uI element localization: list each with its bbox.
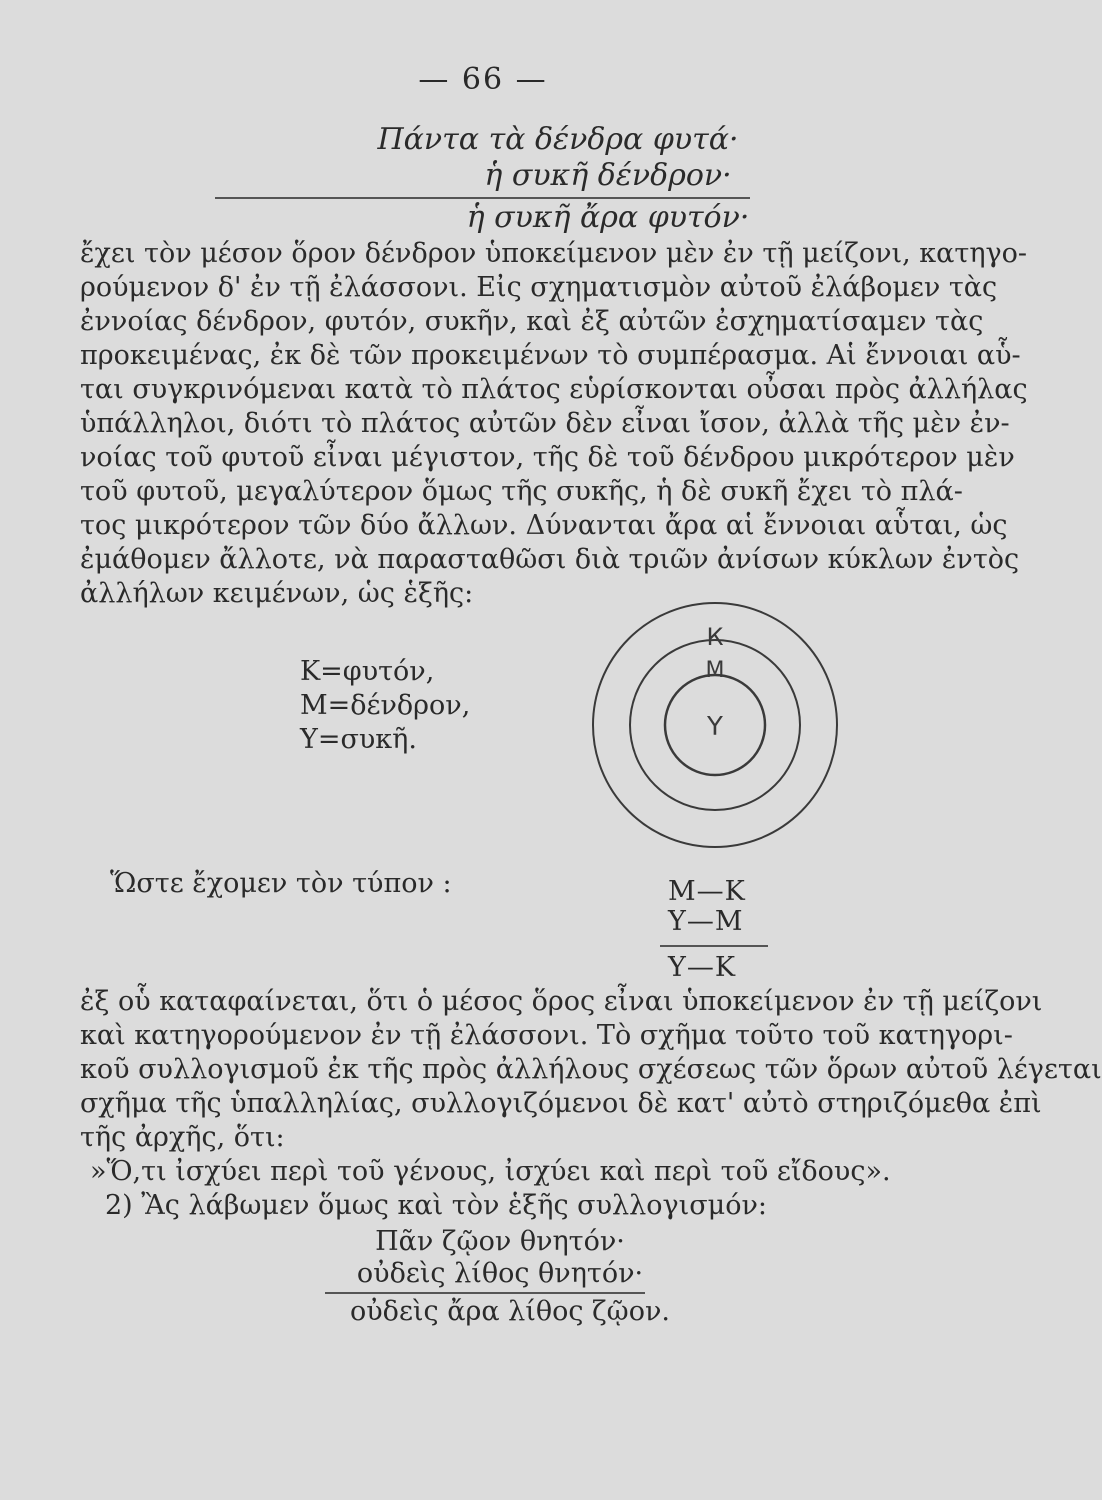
syllogism2-premise2: οὐδεὶς λίθος θνητόν· [356,1258,644,1289]
scheme-line3: Υ—Κ [668,952,736,983]
euler-circles-diagram [560,595,870,855]
paragraph2-line: τῆς ἀρχῆς, ὅτι: [80,1122,285,1153]
paragraph1-line: τοῦ φυτοῦ, μεγαλύτερον ὅμως τῆς συκῆς, ἡ δὲ συκῆ ἔχει τὸ πλά- [80,476,963,507]
legend-k: Κ=φυτόν, [300,656,435,687]
paragraph1-line: ἐννοίας δένδρον, φυτόν, συκῆν, καὶ ἐξ αὐτῶν ἐσχηματίσαμεν τὰς [80,306,984,337]
syllogism1-premise1: Πάντα τὰ δένδρα φυτά· [377,122,739,157]
syllogism1-rule [215,197,750,199]
paragraph1-line: ἀλλήλων κειμένων, ὡς ἑξῆς: [80,578,474,609]
paragraph1-line: ται συγκρινόμεναι κατὰ τὸ πλάτος εὑρίσκονται οὖσαι πρὸς ἀλλήλας [80,374,1028,405]
middle-circle-label: М [705,658,725,683]
syllogism2-rule [325,1292,645,1294]
syllogism2-conclusion: οὐδεὶς ἄρα λίθος ζῷον. [350,1296,670,1327]
paragraph2-line: ἐξ οὗ καταφαίνεται, ὅτι ὁ μέσος ὅρος εἶναι ὑποκείμενον ἐν τῇ μείζονι [80,986,1043,1017]
paragraph2-line: κοῦ συλλογισμοῦ ἐκ τῆς πρὸς ἀλλήλους σχέσεως τῶν ὅρων αὐτοῦ λέγεται [80,1054,1102,1085]
syllogism2-premise1: Πᾶν ζῷον θνητόν· [375,1226,625,1257]
syllogism1-conclusion: ἡ συκῆ ἄρα φυτόν· [466,200,750,235]
page-number: — 66 — [418,62,548,97]
scheme-line1: Μ—Κ [668,876,746,907]
paragraph2-line: σχῆμα τῆς ὑπαλληλίας, συλλογιζόμενοι δὲ κατ' αὐτὸ στηριζόμεθα ἐπὶ [80,1088,1042,1119]
scheme-line2: Υ—Μ [668,906,744,937]
type-intro: Ὥστε ἔχομεν τὸν τύπον : [110,868,452,899]
paragraph2-line: 2) Ἂς λάβωμεν ὅμως καὶ τὸν ἑξῆς συλλογισμόν: [105,1190,767,1221]
paragraph2-line: »Ὅ,τι ἰσχύει περὶ τοῦ γένους, ἰσχύει καὶ περὶ τοῦ εἴδους». [90,1156,891,1187]
paragraph1-line: τος μικρότερον τῶν δύο ἄλλων. Δύνανται ἄρα αἱ ἔννοιαι αὗται, ὡς [80,510,1008,541]
paragraph1-line: ἐμάθομεν ἄλλοτε, νὰ παρασταθῶσι διὰ τριῶν ἀνίσων κύκλων ἐντὸς [80,544,1020,575]
paragraph1-line: ὑπάλληλοι, διότι τὸ πλάτος αὐτῶν δὲν εἶναι ἴσον, ἀλλὰ τῆς μὲν ἐν- [80,408,1010,439]
legend-m: Μ=δένδρον, [300,690,471,721]
paragraph1-line: νοίας τοῦ φυτοῦ εἶναι μέγιστον, τῆς δὲ τοῦ δένδρου μικρότερον μὲν [80,442,1015,473]
paragraph1-line: προκειμένας, ἐκ δὲ τῶν προκειμένων τὸ συμπέρασμα. Αἱ ἔννοιαι αὗ- [80,340,1021,371]
outer-circle-label: К [706,623,724,651]
inner-circle-label: Υ [707,712,723,742]
paragraph1-line: ρούμενον δ' ἐν τῇ ἐλάσσονι. Εἰς σχηματισμὸν αὐτοῦ ἐλάβομεν τὰς [80,272,998,303]
scheme-rule [660,945,768,947]
paragraph1-line: ἔχει τὸν μέσον ὅρον δένδρον ὑποκείμενον μὲν ἐν τῇ μείζονι, κατηγο- [80,238,1028,269]
legend-y: Υ=συκῆ. [300,724,417,755]
paragraph2-line: καὶ κατηγορούμενον ἐν τῇ ἐλάσσονι. Τὸ σχῆμα τοῦτο τοῦ κατηγορι- [80,1020,1013,1051]
syllogism1-premise2: ἡ συκῆ δένδρον· [484,158,732,193]
